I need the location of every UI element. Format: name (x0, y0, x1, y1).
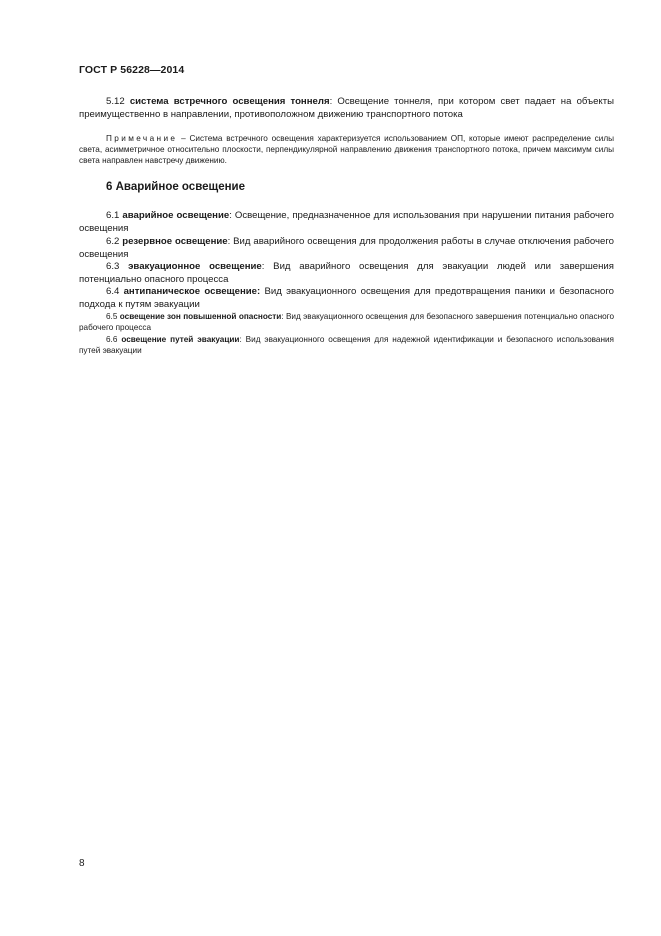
note-text: – Система встречного освещения характеризуется использованием ОП, которые имеют распределение силы света, асимметричное относительно плоскости, перпендикулярной направлению движения транспортного потока, причем максимум силы света направлен навстречу движению. (79, 134, 614, 165)
term-name: аварийное освещение (122, 210, 230, 221)
term-name: антипаническое освещение: (123, 286, 261, 297)
section-heading: 6 Аварийное освещение (106, 181, 246, 193)
note-label: Примечание (106, 134, 178, 143)
term-number: 6.5 (106, 312, 118, 321)
term-6-4 (79, 286, 614, 311)
term-definition: Вид эвакуационного освещения для предотвращения паники и безопасного подхода к путям эвакуации (79, 286, 615, 310)
term-5-12 (79, 96, 614, 121)
document-header: ГОСТ Р 56228—2014 (79, 64, 185, 76)
term-name: система встречного освещения тоннеля (129, 96, 330, 107)
term-definition: : Освещение тоннеля, при котором свет падает на объекты преимущественно в направлении, противоположном движению транспортного потока (79, 96, 615, 120)
term-number: 6.4 (106, 286, 120, 297)
term-6-5 (79, 311, 614, 333)
term-6-3 (79, 261, 614, 286)
term-6-6 (79, 334, 614, 356)
term-6-2 (79, 236, 614, 261)
page-number: 8 (79, 858, 85, 869)
term-definition: : Вид аварийного освещения для продолжения работы в случае отключения рабочего освещения (79, 236, 614, 260)
term-number: 6.1 (106, 210, 120, 221)
term-definition: : Вид эвакуационного освещения для безопасного завершения потенциально опасного рабочего процесса (79, 312, 614, 332)
term-number: 6.3 (106, 261, 120, 272)
term-number: 5.12 (106, 96, 125, 107)
term-definition: : Освещение, предназначенное для использования при нарушении питания рабочего освещения (79, 210, 614, 234)
term-name: резервное освещение (122, 236, 228, 247)
term-6-1 (79, 210, 614, 235)
term-name: эвакуационное освещение (128, 261, 262, 272)
term-definition: : Вид эвакуационного освещения для надежной идентификации и безопасного использования путей эвакуации (79, 335, 614, 355)
term-number: 6.6 (106, 335, 118, 344)
term-name: освещение зон повышенной опасности (119, 312, 282, 321)
term-number: 6.2 (106, 236, 120, 247)
term-definition: : Вид аварийного освещения для эвакуации людей или завершения потенциально опасного процесса (79, 261, 614, 285)
term-name: освещение путей эвакуации (121, 335, 240, 344)
note-paragraph (79, 133, 614, 166)
